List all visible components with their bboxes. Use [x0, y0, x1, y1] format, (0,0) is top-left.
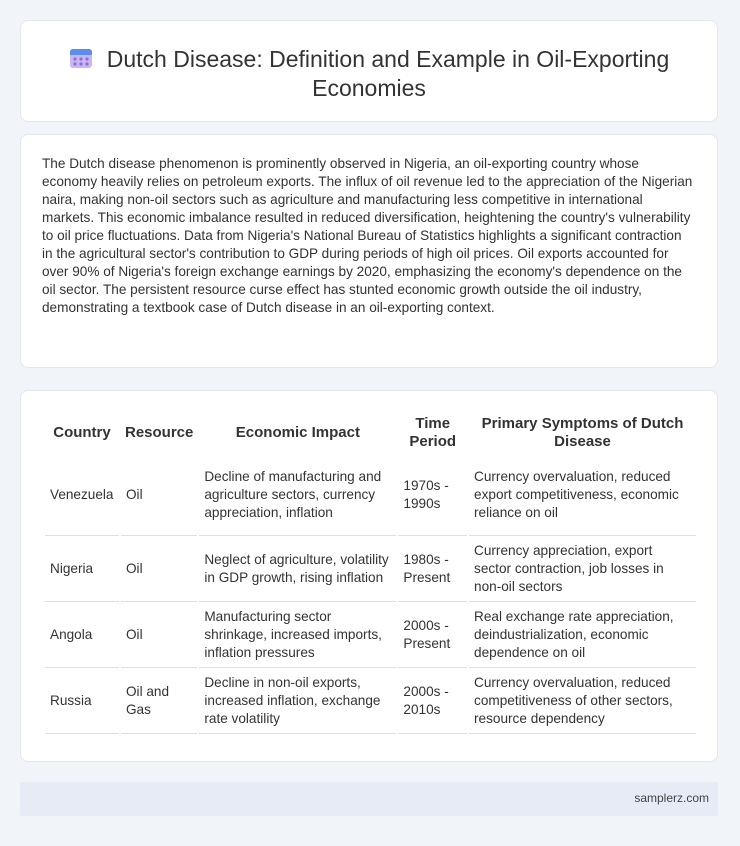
cell-primary-symptoms: Currency overvaluation, reduced competitiveness of other sectors, resource dependency — [469, 668, 696, 734]
cell-resource: Oil — [121, 536, 197, 602]
cell-economic-impact: Decline in non-oil exports, increased inflation, exchange rate volatility — [199, 668, 396, 734]
table-row — [45, 602, 696, 668]
cell-resource: Oil — [121, 455, 197, 536]
table-row — [45, 668, 696, 734]
header-primary-symptoms: Primary Symptoms of Dutch Disease — [481, 415, 684, 450]
footer-site-link[interactable]: samplerz.com — [634, 791, 709, 805]
cell-primary-symptoms: Currency overvaluation, reduced export competitiveness, economic reliance on oil — [469, 455, 696, 536]
cell-time-period: 2000s - 2010s — [398, 668, 467, 734]
cell-resource: Oil and Gas — [121, 668, 197, 734]
cell-country: Nigeria — [45, 536, 119, 602]
description-paragraph: The Dutch disease phenomenon is prominently observed in Nigeria, an oil-exporting country whose economy heavily relies on petroleum exports. The influx of oil revenue led to the appreciation of the Nigerian naira, making non-oil sectors such as agriculture and manufacturing less competitive in international markets. This economic imbalance resulted in reduced diversification, heightening the country's vulnerability to oil price fluctuations. Data from Nigeria's National Bureau of Statistics highlights a significant contraction in the agricultural sector's contribution to GDP during periods of high oil prices. Oil exports accounted for over 90% of Nigeria's foreign exchange earnings by 2020, emphasizing the economy's dependence on the oil sector. The persistent resource curse effect has stunted economic growth outside the oil industry, demonstrating a textbook case of Dutch disease in an oil-exporting context. — [42, 156, 693, 315]
header-resource: Resource — [124, 424, 194, 441]
cell-resource: Oil — [121, 602, 197, 668]
header-economic-impact: Economic Impact — [235, 424, 360, 441]
description-card — [20, 134, 718, 368]
table-card — [20, 390, 718, 762]
cell-economic-impact: Decline of manufacturing and agriculture sectors, currency appreciation, inflation — [199, 455, 396, 536]
page-title-block — [21, 45, 717, 103]
table-row — [45, 536, 696, 602]
cell-primary-symptoms: Currency appreciation, export sector contraction, job losses in non-oil sectors — [469, 536, 696, 602]
table-row — [45, 455, 696, 536]
header-country: Country — [53, 424, 111, 441]
footer-bar — [20, 782, 718, 816]
title-card — [20, 20, 718, 122]
cell-time-period: 2000s - Present — [398, 602, 467, 668]
calendar-icon — [69, 47, 93, 69]
table-header-row — [45, 411, 696, 455]
page-title: Dutch Disease: Definition and Example in Oil-Exporting Economies — [106, 46, 670, 101]
comparison-table — [43, 411, 698, 734]
cell-primary-symptoms: Real exchange rate appreciation, deindustrialization, economic dependence on oil — [469, 602, 696, 668]
cell-economic-impact: Manufacturing sector shrinkage, increased imports, inflation pressures — [199, 602, 396, 668]
cell-economic-impact: Neglect of agriculture, volatility in GDP growth, rising inflation — [199, 536, 396, 602]
cell-time-period: 1970s - 1990s — [398, 455, 467, 536]
cell-country: Russia — [45, 668, 119, 734]
cell-country: Venezuela — [45, 455, 119, 536]
header-time-period: Time Period — [409, 415, 457, 450]
cell-time-period: 1980s - Present — [398, 536, 467, 602]
cell-country: Angola — [45, 602, 119, 668]
